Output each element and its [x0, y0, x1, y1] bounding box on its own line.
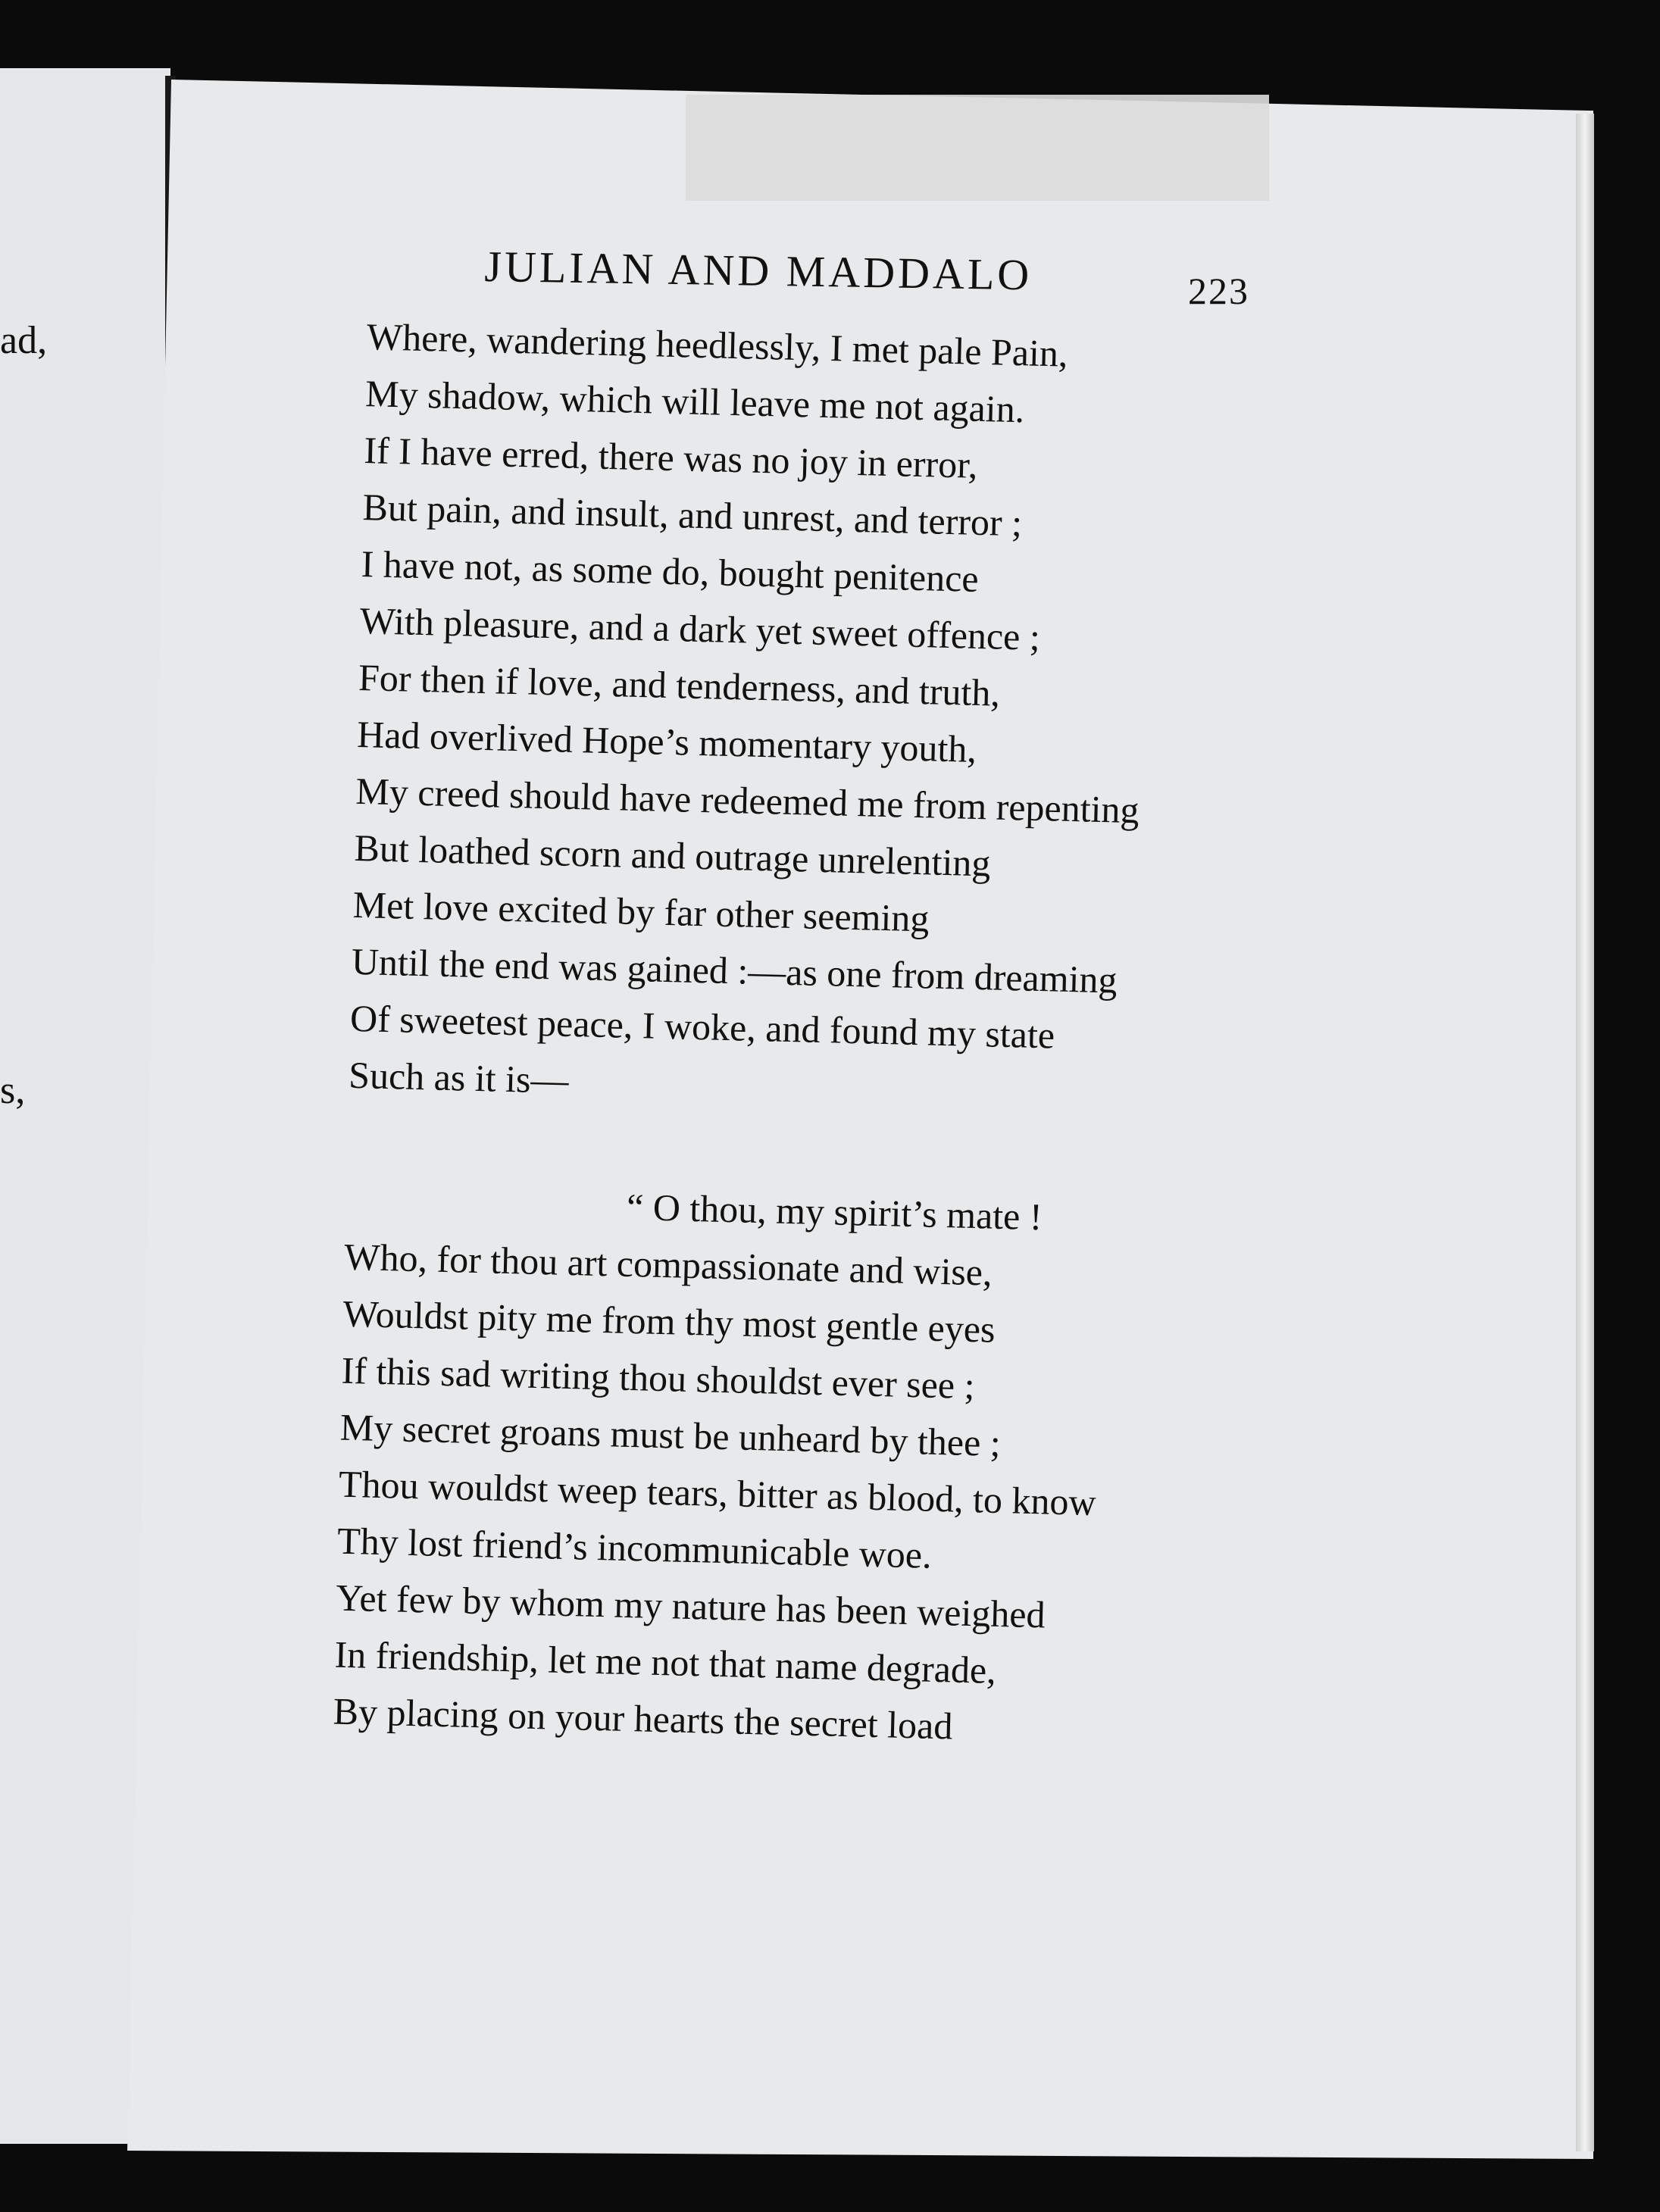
- poem-line: If this sad writing thou shouldst ever see ;: [341, 1348, 976, 1407]
- poem-line: “ O thou, my spirit’s mate !: [626, 1185, 1043, 1239]
- poem-line: But pain, and insult, and unrest, and terror ;: [361, 486, 1023, 545]
- poem-line: In friendship, let me not that name degrade,: [333, 1632, 997, 1692]
- poem-line: My creed should have redeemed me from repenting: [355, 769, 1140, 832]
- running-head: JULIAN AND MADDALO: [483, 241, 1033, 300]
- page-number: 223: [1188, 270, 1249, 312]
- poem-line: For then if love, and tenderness, and truth,: [358, 655, 1001, 714]
- poem-line: By placing on your hearts the secret load: [333, 1689, 954, 1748]
- poem-line: My secret groans must be unheard by thee ;: [339, 1405, 1002, 1464]
- facing-page-fragment: s,: [0, 1069, 26, 1112]
- poem-line: Thy lost friend’s incommunicable woe.: [336, 1519, 933, 1576]
- poem-line: With pleasure, and a dark yet sweet offence ;: [359, 598, 1041, 658]
- poem-line: Wouldst pity me from thy most gentle eyes: [342, 1292, 996, 1351]
- facing-page-fragment: ad,: [0, 319, 48, 362]
- poem-line: Yet few by whom my nature has been weighed: [335, 1576, 1046, 1636]
- poem-line: Until the end was gained :—as one from dreaming: [351, 939, 1118, 1001]
- poem-line: Such as it is—: [348, 1053, 570, 1101]
- poem-line: Thou wouldst weep tears, bitter as blood, to know: [338, 1462, 1097, 1524]
- poem-line: I have not, as some do, bought penitence: [361, 542, 980, 600]
- poem-line: Of sweetest peace, I woke, and found my state: [349, 996, 1055, 1057]
- poem-line: Who, for thou art compassionate and wise,: [343, 1235, 993, 1294]
- poem-line: Had overlived Hope’s momentary youth,: [356, 712, 977, 770]
- poem-line: Where, wandering heedlessly, I met pale Pain,: [366, 315, 1069, 375]
- poem-line: Met love excited by far other seeming: [352, 883, 930, 940]
- poem-line: But loathed scorn and outrage unrelenting: [353, 826, 992, 885]
- poem-line: My shadow, which will leave me not again.: [364, 372, 1025, 431]
- poem-line: If I have erred, there was no joy in error,: [363, 429, 979, 486]
